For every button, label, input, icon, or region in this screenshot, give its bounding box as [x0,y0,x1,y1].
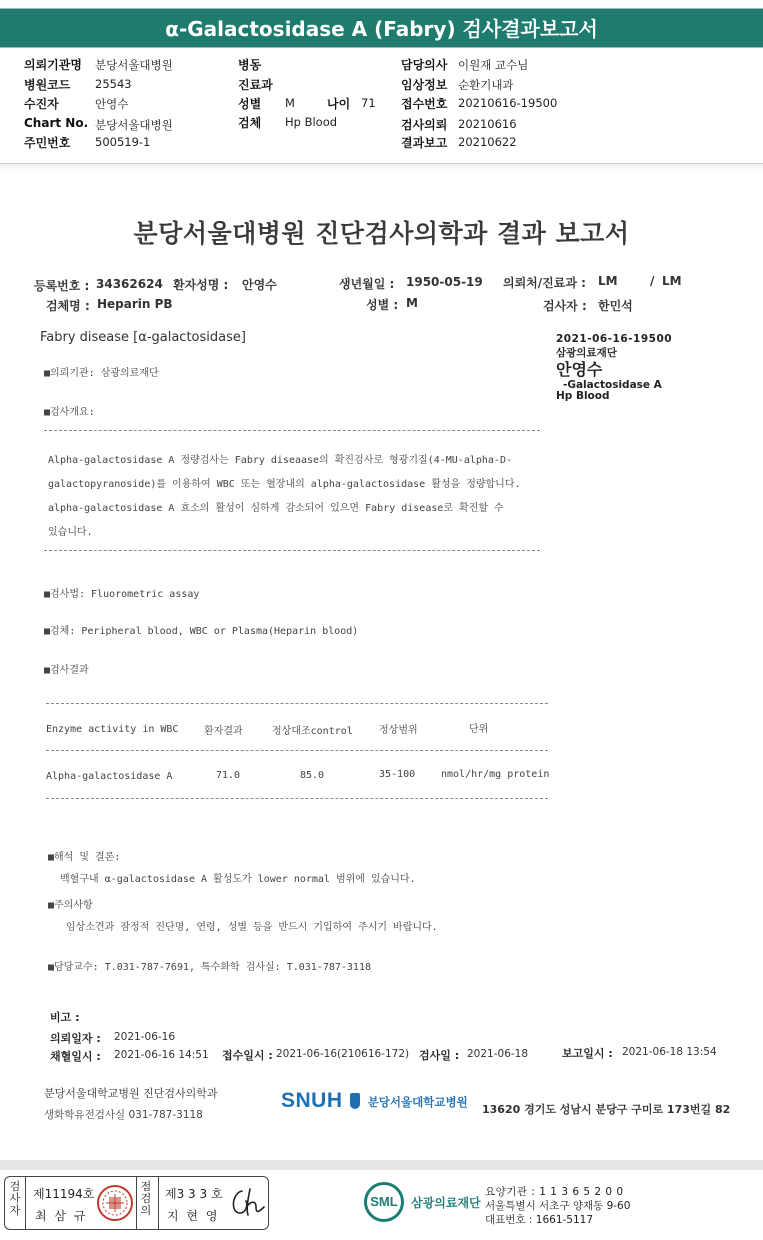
header-value: 500519-1 [95,135,151,149]
side-label-line: 2021-06-16-19500 [556,333,673,345]
remark-label: 비고 : [50,1011,80,1024]
address: 13620 경기도 성남시 분당구 구미로 173번길 82 [482,1103,731,1116]
test-name: Fabry disease [α-galactosidase] [40,330,246,345]
side-label-line: Hp Blood [556,390,610,402]
header-value: 25543 [95,77,132,91]
caution-title: ■주의사항 [48,900,93,911]
header-value: 순환기내과 [458,78,514,92]
request-date-label: 의뢰일자 : [50,1032,101,1045]
signature-icon [226,1183,268,1223]
header-label: 병동 [238,58,262,72]
table-header: Enzyme activity in WBC [46,724,179,735]
institution-line: ■의뢰기관: 삼광의료재단 [44,368,159,379]
specimen-value: Heparin PB [97,297,173,311]
header-value: 이원재 교수님 [458,58,529,72]
reg-label: 등록번호 : [34,279,90,293]
header-label: Chart No. [24,116,89,130]
table-header: 단위 [469,724,489,735]
header-label: 의뢰기관명 [24,58,82,72]
patient-value: 안영수 [242,278,277,292]
header-value: 분당서울대병원 [95,58,173,72]
reg-value: 34362624 [96,277,163,291]
table-cell: 85.0 [300,770,325,781]
table-cell: nmol/hr/mg protein [441,769,550,780]
overview-line: alpha-galactosidase A 효소의 활성이 심하게 감소되어 있으면 Fabry disease로 확진할 수 [48,503,504,514]
patient-label: 환자성명 : [173,278,229,292]
divider [46,798,548,799]
table-cell: 71.0 [216,770,241,781]
side-label-line: 안영수 [556,360,603,379]
dept-phone: 생화학유전검사실 031-787-3118 [44,1109,203,1121]
test-date-label: 검사일 : [419,1049,460,1062]
overview-line: Alpha-galactosidase A 정량검사는 Fabry diseaase의 확진검사로 형광기질(4-MU-alpha-D- [48,455,512,466]
examiner-license: 제11194호 [33,1187,95,1201]
header-value: 안영수 [95,97,129,111]
header-label: 검사의뢰 [401,118,448,132]
receipt-value: 2021-06-16(210616-172) [276,1048,410,1060]
method-line: ■검사법: Fluorometric assay [44,589,200,600]
table-cell: Alpha-galactosidase A [46,771,173,782]
interpretation-text: 백혈구내 α-galactosidase A 활성도가 lower normal 범위에 있습니다. [60,874,416,885]
seal-stamp-icon [96,1184,134,1222]
side-label-line: 삼광의료재단 [556,347,617,359]
specimen-label: 검체명 : [46,299,90,313]
header-value: Hp Blood [285,115,338,129]
overview-line: 있습니다. [48,527,93,538]
divider [25,1177,26,1229]
snuh-name: 분당서울대학교병원 [367,1095,468,1109]
dept-value: LM [598,274,618,288]
side-label-line: -Galactosidase A [563,379,662,391]
caution-text: 임상소견과 잠정적 진단명, 연령, 성별 등을 반드시 기입하여 주시기 바랍니다. [66,922,438,933]
dept-value: LM [662,274,682,288]
result-title: ■검사결과 [44,665,89,676]
divider [46,750,548,751]
request-date-value: 2021-06-16 [114,1031,176,1043]
specimen-line: ■검체: Peripheral blood, WBC or Plasma(Heparin blood) [44,626,359,637]
header-value: 20210616 [458,117,517,131]
approver-name: 지 현 영 [167,1209,220,1223]
approver-role-label: 점검의 [140,1180,152,1217]
sml-logo-text: SML [364,1182,404,1222]
header-label: 나이 [327,97,351,111]
draw-value: 2021-06-16 14:51 [114,1049,209,1061]
sex-label: 성별 : [366,298,399,312]
approver-license: 제3 3 3 호 [165,1187,223,1201]
receipt-label: 접수일시 : [222,1049,273,1062]
table-header: 정상대조control [272,726,353,737]
dept-label: 의뢰처/진료과 : [503,276,586,290]
header-value: 20210622 [458,135,517,149]
divider [0,1160,763,1170]
divider [44,550,540,551]
examiner-value: 한민석 [598,299,633,313]
divider [136,1177,137,1229]
overview-line: galactopyranoside)를 이용하여 WBC 또는 혈장내의 alpha-galactosidase 활성을 정량합니다. [48,479,521,490]
care-institution-no: 요양기관 : 1 1 3 6 5 2 0 0 [485,1186,624,1198]
divider [44,430,540,431]
header-label: 임상정보 [401,78,448,92]
dept-separator: / [650,274,655,288]
draw-label: 채혈일시 : [50,1050,101,1063]
table-header: 환자결과 [204,726,243,737]
header-label: 진료과 [238,78,273,92]
sml-phone: 대표번호 : 1661-5117 [485,1214,594,1226]
header-label: 병원코드 [24,78,71,92]
examiner-label: 검사자 : [543,299,587,313]
divider [158,1177,159,1229]
examiner-role-label: 검사자 [9,1180,21,1217]
overview-title: ■검사개요: [44,407,95,418]
header-value: 71 [361,96,376,110]
header-value: 20210616-19500 [458,96,558,110]
interpretation-title: ■해석 및 결론: [48,852,121,863]
report-time-label: 보고일시 : [562,1047,613,1060]
header-value: 분당서울대병원 [95,118,173,132]
sex-value: M [406,296,418,310]
dept-name: 분당서울대학교병원 진단검사의학과 [44,1087,218,1100]
sml-address: 서울특별시 서초구 양재동 9-60 [485,1200,631,1212]
snuh-logo-text: SNUH [281,1089,343,1112]
header-label: 검체 [238,116,262,130]
header-label: 성별 [238,97,262,111]
report-header-banner [0,8,763,48]
header-label: 수진자 [24,97,59,111]
divider-shadow [0,164,763,170]
header-label: 담당의사 [401,58,448,72]
signature-box [4,1176,269,1230]
report-time-value: 2021-06-18 13:54 [622,1046,717,1058]
header-label: 주민번호 [24,136,71,150]
table-header: 정상범위 [379,725,418,736]
header-value: M [285,96,295,110]
banner-title: α-Galactosidase A (Fabry) 검사결과보고서 [165,17,598,41]
test-date-value: 2021-06-18 [467,1048,529,1060]
table-cell: 35-100 [379,769,416,780]
dob-label: 생년월일 : [339,277,395,291]
contact-line: ■담당교수: T.031-787-7691, 특수화학 검사실: T.031-787-3118 [48,962,371,973]
examiner-name: 최 삼 규 [35,1209,88,1223]
sml-logo [364,1182,481,1222]
dob-value: 1950-05-19 [406,275,483,289]
snuh-logo [281,1089,468,1113]
report-title: 분당서울대병원 진단검사의학과 결과 보고서 [133,219,630,248]
header-label: 접수번호 [401,97,448,111]
divider [46,703,548,704]
header-label: 결과보고 [401,136,448,150]
sml-name: 삼광의료재단 [411,1195,481,1210]
snuh-emblem-icon [350,1093,360,1109]
